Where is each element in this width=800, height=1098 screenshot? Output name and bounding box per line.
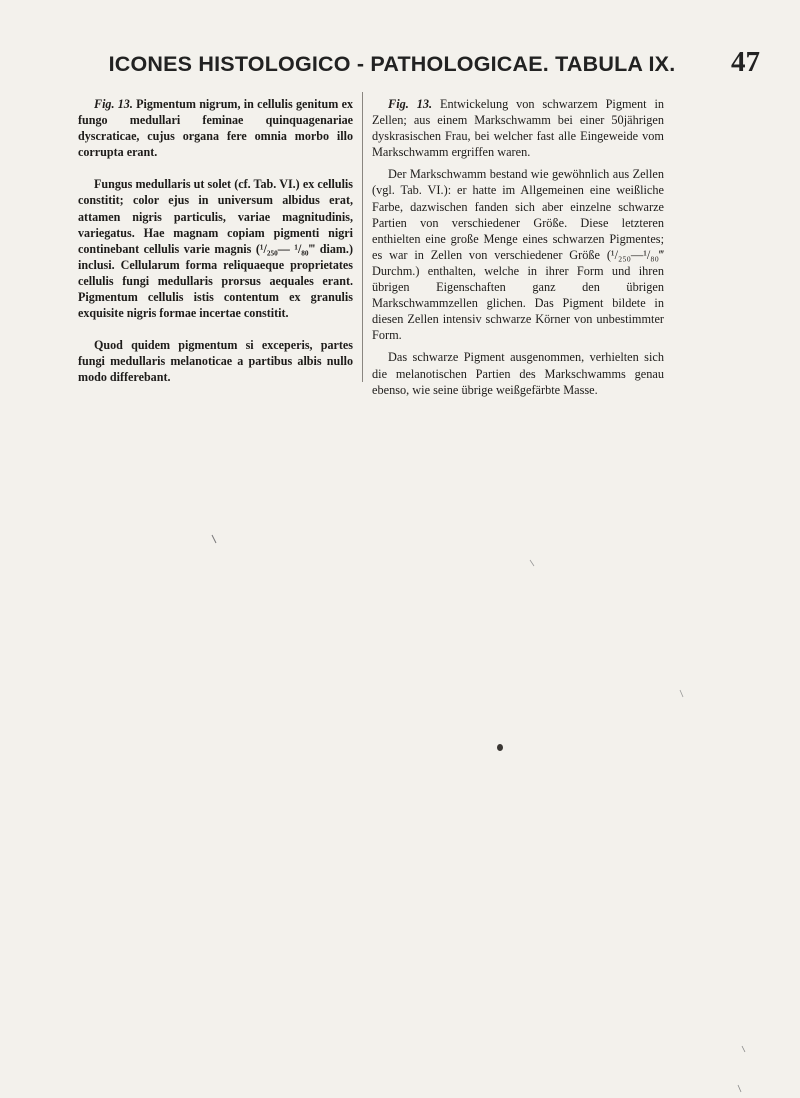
german-paragraph-1-text: Entwickelung von schwarzem Pigment in Zellen; aus einem Markschwamm bei einer 50jährigen dyskrasischen Frau, bei welcher fast alle Eingeweide vom Markschwamm ergriffen waren.	[372, 97, 665, 160]
latin-figure-label: Fig. 13.	[94, 97, 133, 111]
latin-paragraph-2: Fungus medullaris ut solet (cf. Tab. VI.) ex cellulis constitit; color ejus in universum albidus erat, attamen nigris particulis, variae magnitudinis, variegatus. Hae magnam copiam pigmenti nigri continebant cellulis varie magnis (¹/₂₅₀— ¹/₈₀‴ diam.) inclusi. Cellularum forma reliquaeque proprietates cellulis fungi medullaris prorsus aequales erant. Pigmentum cellulis istis contentum ex granulis exquisite nigris formae incertae constitit.	[78, 177, 353, 321]
german-paragraph-2: Der Markschwamm bestand wie gewöhnlich aus Zellen (vgl. Tab. VI.): er hatte im Allgemeinen eine weißliche Farbe, dazwischen fanden sich aber einzelne schwarze Partien von verschiedener Größe. Diese letzteren enthielten eine große Menge eines schwarzen Pigmentes; es war in Zellen von verschiedener Größe (¹/₂₅₀—¹/₈₀‴ Durchm.) enthalten, welche in ihrer Form und ihren übrigen Eigenschaften ganz den übrigen Markschwammzellen glichen. Das Pigment bildete in diesen Zellen intensiv schwarze Körner von unbestimmter Form.	[372, 167, 664, 343]
page-title: ICONES HISTOLOGICO - PATHOLOGICAE. TABULA IX.	[108, 52, 676, 76]
german-figure-label: Fig. 13.	[388, 97, 433, 111]
latin-paragraph-3: Quod quidem pigmentum si exceperis, partes fungi medullaris melanoticae a partibus albis nullo modo differebant.	[78, 338, 353, 385]
latin-paragraph-1-text: Pigmentum nigrum, in cellulis genitum ex fungo medullari feminae quinquagenariae dyscraticae, cujus organa fere omnia morbo illo corrupta erant.	[78, 97, 353, 160]
page-number: 47	[731, 46, 760, 78]
german-paragraph-3: Das schwarze Pigment ausgenommen, verhielten sich die melanotischen Partien des Markschwamms genau ebenso, wie seine übrige weißgefärbte Masse.	[372, 350, 664, 397]
